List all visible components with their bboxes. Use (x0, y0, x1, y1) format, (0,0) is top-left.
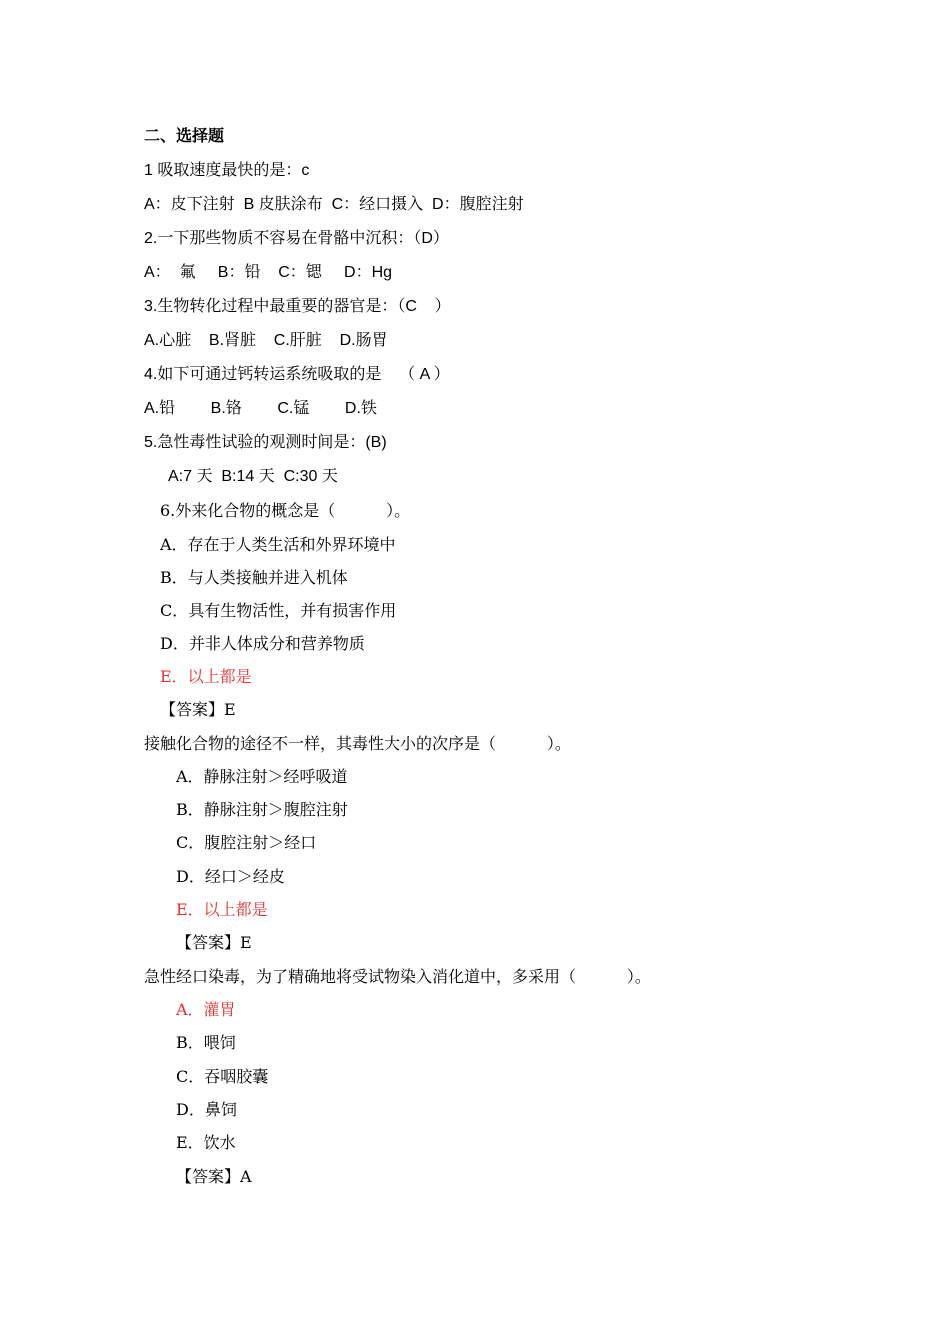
q3-options: A.心脏 B.肾脏 C.肝脏 D.肠胃 (144, 332, 388, 349)
q8-option-a: A．灌胃 (176, 1000, 236, 1019)
q8-question: 急性经口染毒，为了精确地将受试物染入消化道中，多采用（ ）。 (144, 967, 651, 986)
q6-question: 6.外来化合物的概念是（ ）。 (160, 501, 411, 520)
q6-option-d: D．并非人体成分和营养物质 (160, 634, 365, 653)
q8-option-e: E．饮水 (176, 1133, 236, 1152)
q6-option-a: A．存在于人类生活和外界环境中 (160, 535, 396, 554)
q7-option-a: A．静脉注射＞经呼吸道 (176, 767, 348, 786)
q7-option-c: C．腹腔注射＞经口 (176, 833, 317, 852)
q7-question: 接触化合物的途径不一样，其毒性大小的次序是（ ）。 (144, 734, 571, 753)
q2-question: 2.一下那些物质不容易在骨骼中沉积：（D） (144, 230, 449, 247)
q1-question: 1 吸取速度最快的是：c (144, 162, 310, 179)
q7-option-b: B．静脉注射＞腹腔注射 (176, 800, 348, 819)
q8-option-b: B．喂饲 (176, 1033, 236, 1052)
q8-option-d: D．鼻饲 (176, 1100, 237, 1119)
q7-option-e: E．以上都是 (176, 900, 268, 919)
q5-options: A:7 天 B:14 天 C:30 天 (168, 468, 338, 485)
q6-option-b: B．与人类接触并进入机体 (160, 568, 348, 587)
q7-option-d: D．经口＞经皮 (176, 867, 285, 886)
q6-option-e: E．以上都是 (160, 667, 252, 686)
q6-answer: 【答案】E (160, 700, 236, 719)
section-title: 二、选择题 (144, 128, 225, 145)
q8-answer: 【答案】A (176, 1167, 252, 1186)
q5-question: 5.急性毒性试验的观测时间是：(B) (144, 434, 387, 451)
q7-answer: 【答案】E (176, 933, 252, 952)
q3-question: 3.生物转化过程中最重要的器官是：（C ） (144, 298, 451, 315)
q8-option-c: C．吞咽胶囊 (176, 1067, 269, 1086)
q2-options: A： 氟 B：铅 C：锶 D：Hg (144, 264, 393, 281)
q4-options: A.铅 B.铬 C.锰 D.铁 (144, 400, 377, 417)
q1-options: A：皮下注射 B 皮肤涂布 C：经口摄入 D：腹腔注射 (144, 196, 524, 213)
q4-question: 4.如下可通过钙转运系统吸取的是 （ A ） (144, 366, 450, 383)
q6-option-c: C．具有生物活性，并有损害作用 (160, 601, 397, 620)
